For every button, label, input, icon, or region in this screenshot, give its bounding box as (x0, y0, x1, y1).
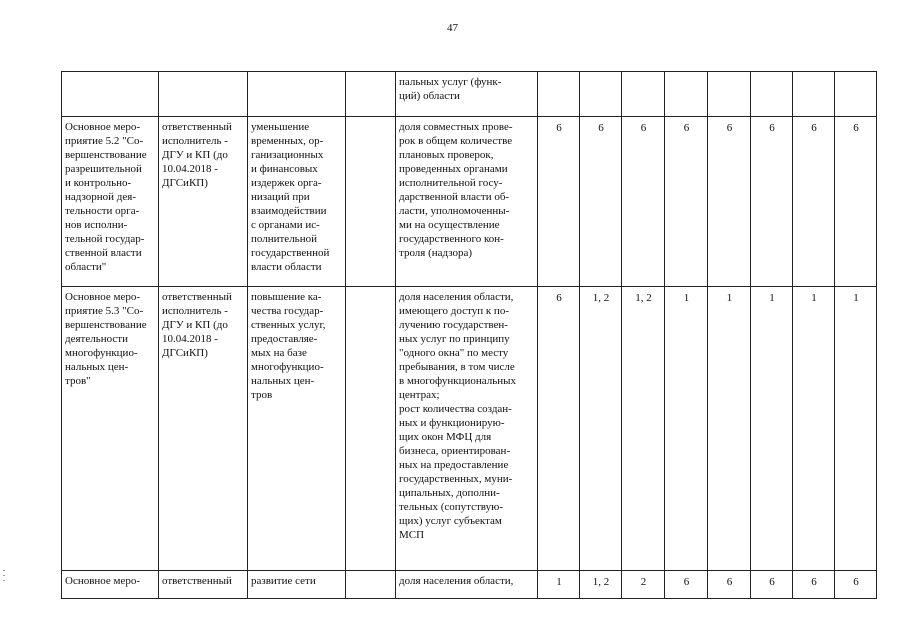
indicator-value-cell: 6 (538, 287, 580, 571)
executor-line: 10.04.2018 - (162, 163, 218, 175)
expected-result-line: развитие сети (251, 575, 316, 587)
measure-line: разрешительной (65, 163, 142, 175)
executor-cell (159, 287, 248, 571)
executor-cell (159, 571, 248, 599)
measure-line: Основное меро- (65, 291, 141, 303)
indicator-value-cell (538, 72, 580, 117)
table-row (62, 117, 877, 287)
indicator-line: доля совместных прове- (399, 121, 513, 133)
measure-line: приятие 5.3 "Со- (65, 305, 144, 317)
indicator-value-cell: 6 (835, 117, 877, 287)
scan-edge-mark (3, 575, 5, 576)
expected-result-line: нальных цен- (251, 375, 315, 387)
expected-result-cell (248, 117, 346, 287)
indicator-line: исполнительной госу- (399, 177, 503, 189)
measure-line: надзорной дея- (65, 191, 137, 203)
indicator-line: тельных (сопутствую- (399, 501, 503, 513)
indicator-line: пальных услуг (функ- (399, 76, 502, 88)
indicator-value-cell: 1 (835, 287, 877, 571)
expected-result-line: взаимодействии (251, 205, 327, 217)
expected-result-line: ственных услуг, (251, 319, 326, 331)
table-row (62, 72, 877, 117)
executor-line: ответственный (162, 121, 232, 133)
executor-line: исполнитель - (162, 305, 228, 317)
measure-line: ственной власти (65, 247, 142, 259)
measure-line: области" (65, 261, 107, 273)
scan-edge-mark (3, 580, 5, 581)
indicator-line: пребывания, в том числе (399, 361, 515, 373)
expected-result-line: государственной (251, 247, 330, 259)
indicator-value-cell: 1 (708, 287, 751, 571)
executor-line: исполнитель - (162, 135, 228, 147)
indicator-line: ласти, уполномоченны- (399, 205, 510, 217)
indicator-value-cell: 6 (751, 571, 793, 599)
indicator-cell (396, 571, 538, 599)
indicator-cell (396, 117, 538, 287)
indicator-line: рост количества создан- (399, 403, 512, 415)
executor-line: ДГСиКП) (162, 177, 208, 189)
measure-cell (62, 117, 159, 287)
measure-cell (62, 72, 159, 117)
measure-line: приятие 5.2 "Со- (65, 135, 144, 147)
expected-result-line: с органами ис- (251, 219, 320, 231)
expected-result-line: повышение ка- (251, 291, 322, 303)
indicator-line: щих окон МФЦ для (399, 431, 492, 443)
expected-result-line: низаций при (251, 191, 310, 203)
measure-cell (62, 571, 159, 599)
indicator-value-cell: 6 (793, 571, 835, 599)
indicator-value-cell (793, 72, 835, 117)
indicator-value-cell (580, 72, 622, 117)
expected-result-line: временных, ор- (251, 135, 324, 147)
indicator-value-cell: 1 (665, 287, 708, 571)
indicator-line: государственного кон- (399, 233, 504, 245)
executor-line: ДГУ и КП (до (162, 319, 228, 331)
executor-line: 10.04.2018 - (162, 333, 218, 345)
expected-result-line: тров (251, 389, 273, 401)
executor-cell (159, 72, 248, 117)
indicator-line: ных на предоставление (399, 459, 509, 471)
indicator-value-cell: 6 (622, 117, 665, 287)
indicator-value-cell: 6 (708, 117, 751, 287)
measure-line: вершенствование (65, 149, 147, 161)
indicator-line: рок в общем количестве (399, 135, 513, 147)
expected-result-cell (248, 287, 346, 571)
measure-line: и контрольно- (65, 177, 132, 189)
expected-result-line: полнительной (251, 233, 317, 245)
indicator-line: "одного окна" по месту (399, 347, 509, 359)
indicator-line: доля населения области, (399, 291, 514, 303)
executor-line: ДГСиКП) (162, 347, 208, 359)
page-number: 47 (447, 22, 458, 34)
indicator-line: бизнеса, ориентирован- (399, 445, 511, 457)
expected-result-line: уменьшение (251, 121, 310, 133)
executor-line: ответственный (162, 575, 232, 587)
indicator-value-cell: 1, 2 (622, 287, 665, 571)
indicator-value-cell: 1 (751, 287, 793, 571)
indicator-line: имеющего доступ к по- (399, 305, 509, 317)
indicator-value-cell: 2 (622, 571, 665, 599)
expected-result-line: предоставляе- (251, 333, 318, 345)
indicator-line: МСП (399, 529, 425, 541)
indicator-line: щих) услуг субъектам (399, 515, 502, 527)
measure-line: тельной государ- (65, 233, 145, 245)
executor-cell (159, 117, 248, 287)
indicator-value-cell: 6 (835, 571, 877, 599)
measure-line: тров" (65, 375, 91, 387)
indicator-value-cell: 1 (793, 287, 835, 571)
measure-line: вершенствование (65, 319, 147, 331)
indicator-line: проведенных органами (399, 163, 508, 175)
indicator-cell (396, 287, 538, 571)
indicator-line: лучению государствен- (399, 319, 508, 331)
expected-result-line: и финансовых (251, 163, 318, 175)
indicator-line: ных услуг по принципу (399, 333, 510, 345)
indicator-value-cell: 1, 2 (580, 287, 622, 571)
indicator-line: доля населения области, (399, 575, 514, 587)
table-row (62, 571, 877, 599)
expected-result-line: издержек орга- (251, 177, 322, 189)
indicator-line: ми на осуществление (399, 219, 500, 231)
indicator-value-cell: 6 (708, 571, 751, 599)
indicator-line: центрах; (399, 389, 440, 401)
indicator-value-cell (708, 72, 751, 117)
indicator-value-cell: 6 (751, 117, 793, 287)
indicator-line: государственных, муни- (399, 473, 513, 485)
program-measures-table (61, 71, 877, 599)
blank-cell (346, 117, 396, 287)
indicator-value-cell: 6 (665, 117, 708, 287)
executor-line: ДГУ и КП (до (162, 149, 228, 161)
expected-result-cell (248, 72, 346, 117)
blank-cell (346, 287, 396, 571)
indicator-value-cell: 6 (793, 117, 835, 287)
expected-result-line: чества государ- (251, 305, 324, 317)
executor-line: ответственный (162, 291, 232, 303)
measure-line: тельности орга- (65, 205, 140, 217)
measure-line: нальных цен- (65, 361, 129, 373)
indicator-cell (396, 72, 538, 117)
indicator-line: ципальных, дополни- (399, 487, 500, 499)
blank-cell (346, 571, 396, 599)
measure-line: нов исполни- (65, 219, 128, 231)
table-row (62, 287, 877, 571)
blank-cell (346, 72, 396, 117)
measure-line: Основное меро- (65, 575, 141, 587)
indicator-value-cell: 6 (538, 117, 580, 287)
measure-line: деятельности (65, 333, 128, 345)
expected-result-line: ганизационных (251, 149, 324, 161)
expected-result-line: власти области (251, 261, 322, 273)
indicator-value-cell (835, 72, 877, 117)
expected-result-line: многофункцио- (251, 361, 324, 373)
indicator-value-cell (751, 72, 793, 117)
measure-line: Основное меро- (65, 121, 141, 133)
measure-cell (62, 287, 159, 571)
indicator-line: ных и функционирую- (399, 417, 505, 429)
indicator-value-cell: 1 (538, 571, 580, 599)
indicator-line: ций) области (399, 90, 460, 102)
indicator-line: плановых проверок, (399, 149, 494, 161)
indicator-value-cell: 6 (580, 117, 622, 287)
indicator-line: троля (надзора) (399, 247, 473, 259)
indicator-line: дарственной власти об- (399, 191, 510, 203)
expected-result-line: мых на базе (251, 347, 307, 359)
indicator-value-cell (622, 72, 665, 117)
measure-line: многофункцио- (65, 347, 138, 359)
indicator-value-cell: 1, 2 (580, 571, 622, 599)
indicator-line: в многофункциональных (399, 375, 517, 387)
indicator-value-cell (665, 72, 708, 117)
expected-result-cell (248, 571, 346, 599)
scan-edge-mark (3, 570, 5, 571)
indicator-value-cell: 6 (665, 571, 708, 599)
